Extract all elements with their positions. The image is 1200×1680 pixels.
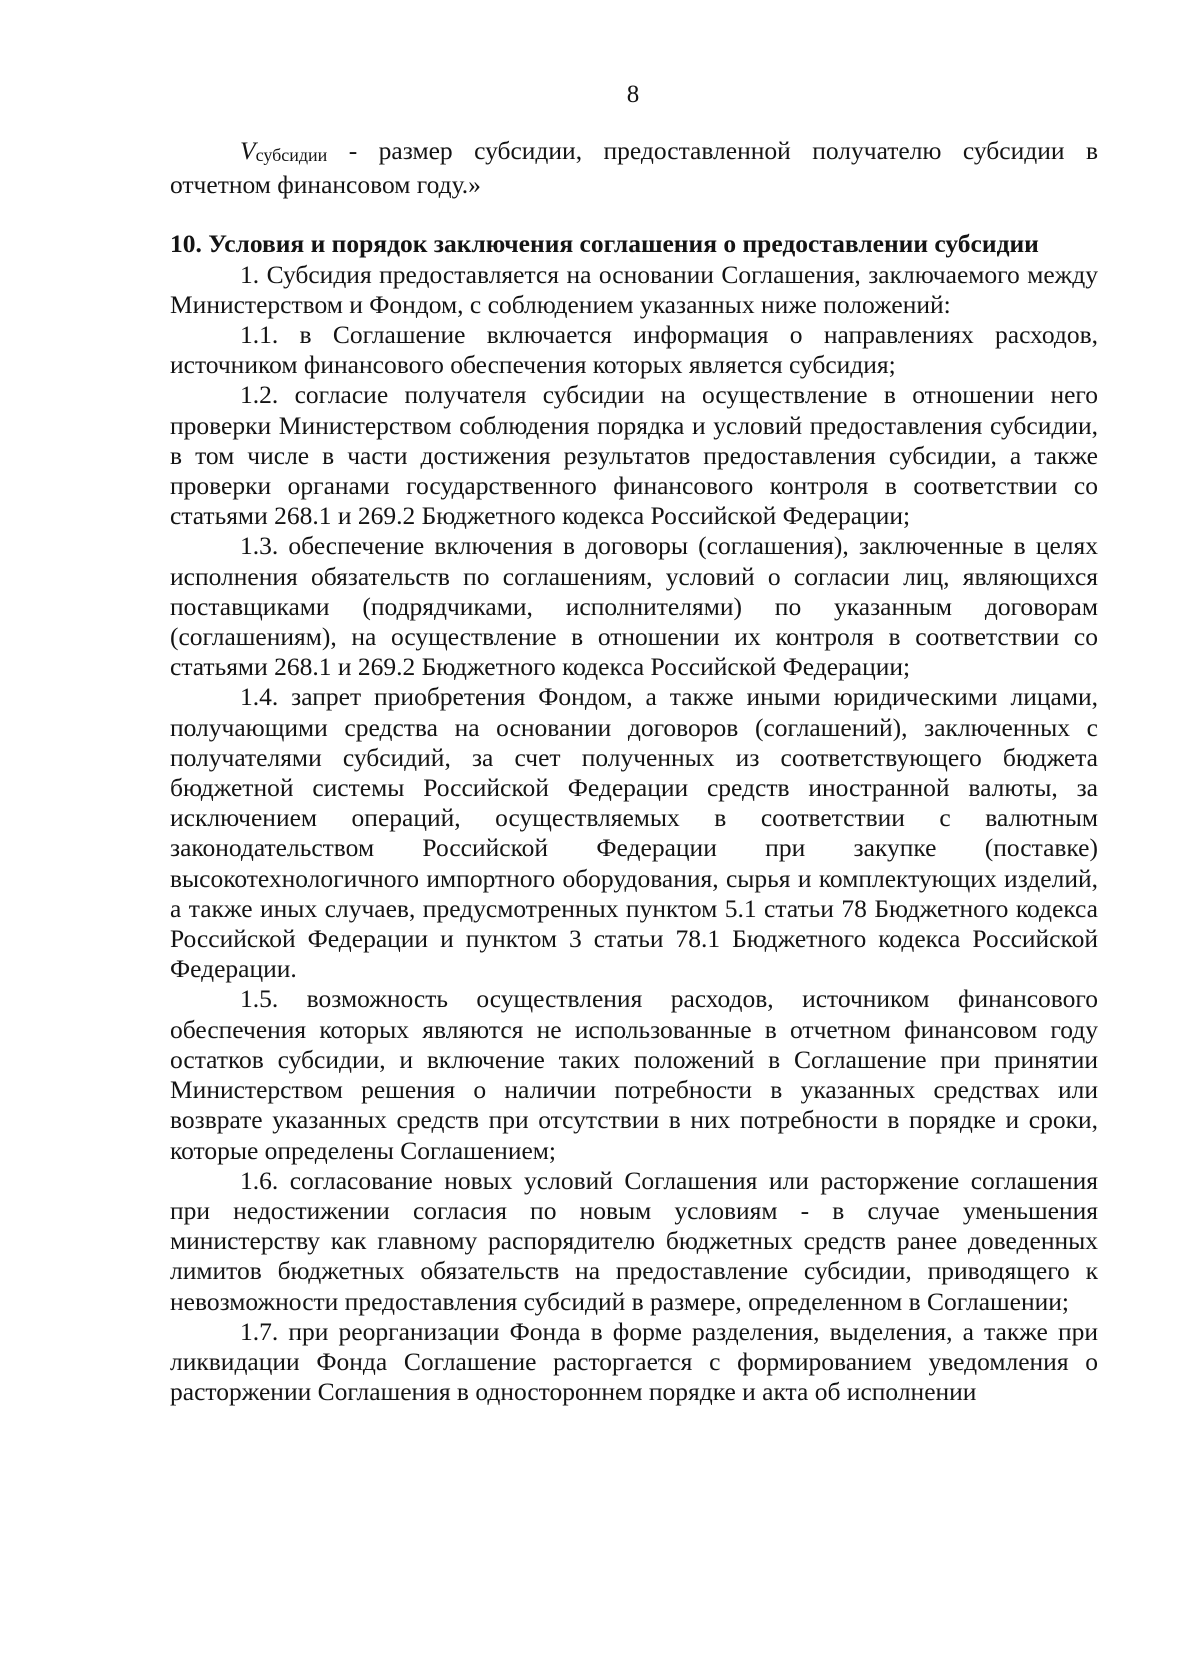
paragraph-1-7: 1.7. при реорганизации Фонда в форме разделения, выделения, а также при ликвидации Фонда Соглашение расторгается с формированием уведомления о расторжении Соглашения в одностороннем порядке и акта об исполнении [170, 1316, 1098, 1407]
paragraph-1-3: 1.3. обеспечение включения в договоры (соглашения), заключенные в целях исполнения обязательств по соглашениям, условий о согласии лиц, являющихся поставщиками (подрядчиками, исполнителями) по указанным договорам (соглашениям), на осуществление в отношении их контроля в соответствии со статьями 268.1 и 269.2 Бюджетного кодекса Российской Федерации; [170, 531, 1098, 682]
document-body [170, 136, 1098, 1407]
paragraph-1: 1. Субсидия предоставляется на основании Соглашения, заключаемого между Министерством и Фондом, с соблюдением указанных ниже положений: [170, 259, 1098, 319]
intro-paragraph [170, 136, 1098, 200]
section-heading: 10. Условия и порядок заключения соглашения о предоставлении субсидии [170, 229, 1039, 259]
variable-subscript: субсидии [255, 145, 328, 165]
paragraph-1-1: 1.1. в Соглашение включается информация о направлениях расходов, источником финансового обеспечения которых является субсидия; [170, 320, 1098, 380]
paragraph-1-6: 1.6. согласование новых условий Соглашения или расторжение соглашения при недостижении согласия по новым условиям - в случае уменьшения министерству как главному распорядителю бюджетных средств ранее доведенных лимитов бюджетных обязательств на предоставление субсидии, приводящего к невозможности предоставления субсидий в размере, определенном в Соглашении; [170, 1165, 1098, 1316]
paragraph-1-5: 1.5. возможность осуществления расходов, источником финансового обеспечения которых являются не использованные в отчетном финансовом году остатков субсидии, и включение таких положений в Соглашение при принятии Министерством решения о наличии потребности в указанных средствах или возврате указанных средств при отсутствии в них потребности в порядке и сроки, которые определены Соглашением; [170, 984, 1098, 1165]
variable-symbol: V [240, 136, 256, 165]
paragraph-1-2: 1.2. согласие получателя субсидии на осуществление в отношении него проверки Министерством соблюдения порядка и условий предоставления субсидии, в том числе в части достижения результатов предоставления субсидии, а также проверки органами государственного финансового контроля в соответствии со статьями 268.1 и 269.2 Бюджетного кодекса Российской Федерации; [170, 380, 1098, 531]
page-number: 8 [626, 81, 640, 108]
intro-text: - размер субсидии, предоставленной получателю субсидии в отчетном финансовом году.» [170, 136, 1098, 200]
paragraph-1-4: 1.4. запрет приобретения Фондом, а также иными юридическими лицами, получающими средства на основании договоров (соглашений), заключенных с получателями субсидий, за счет полученных из соответствующего бюджета бюджетной системы Российской Федерации средств иностранной валюты, за исключением операций, осуществляемых в соответствии с валютным законодательством Российской Федерации при закупке (поставке) высокотехнологичного импортного оборудования, сырья и комплектующих изделий, а также иных случаев, предусмотренных пунктом 5.1 статьи 78 Бюджетного кодекса Российской Федерации и пунктом 3 статьи 78.1 Бюджетного кодекса Российской Федерации. [170, 682, 1098, 984]
